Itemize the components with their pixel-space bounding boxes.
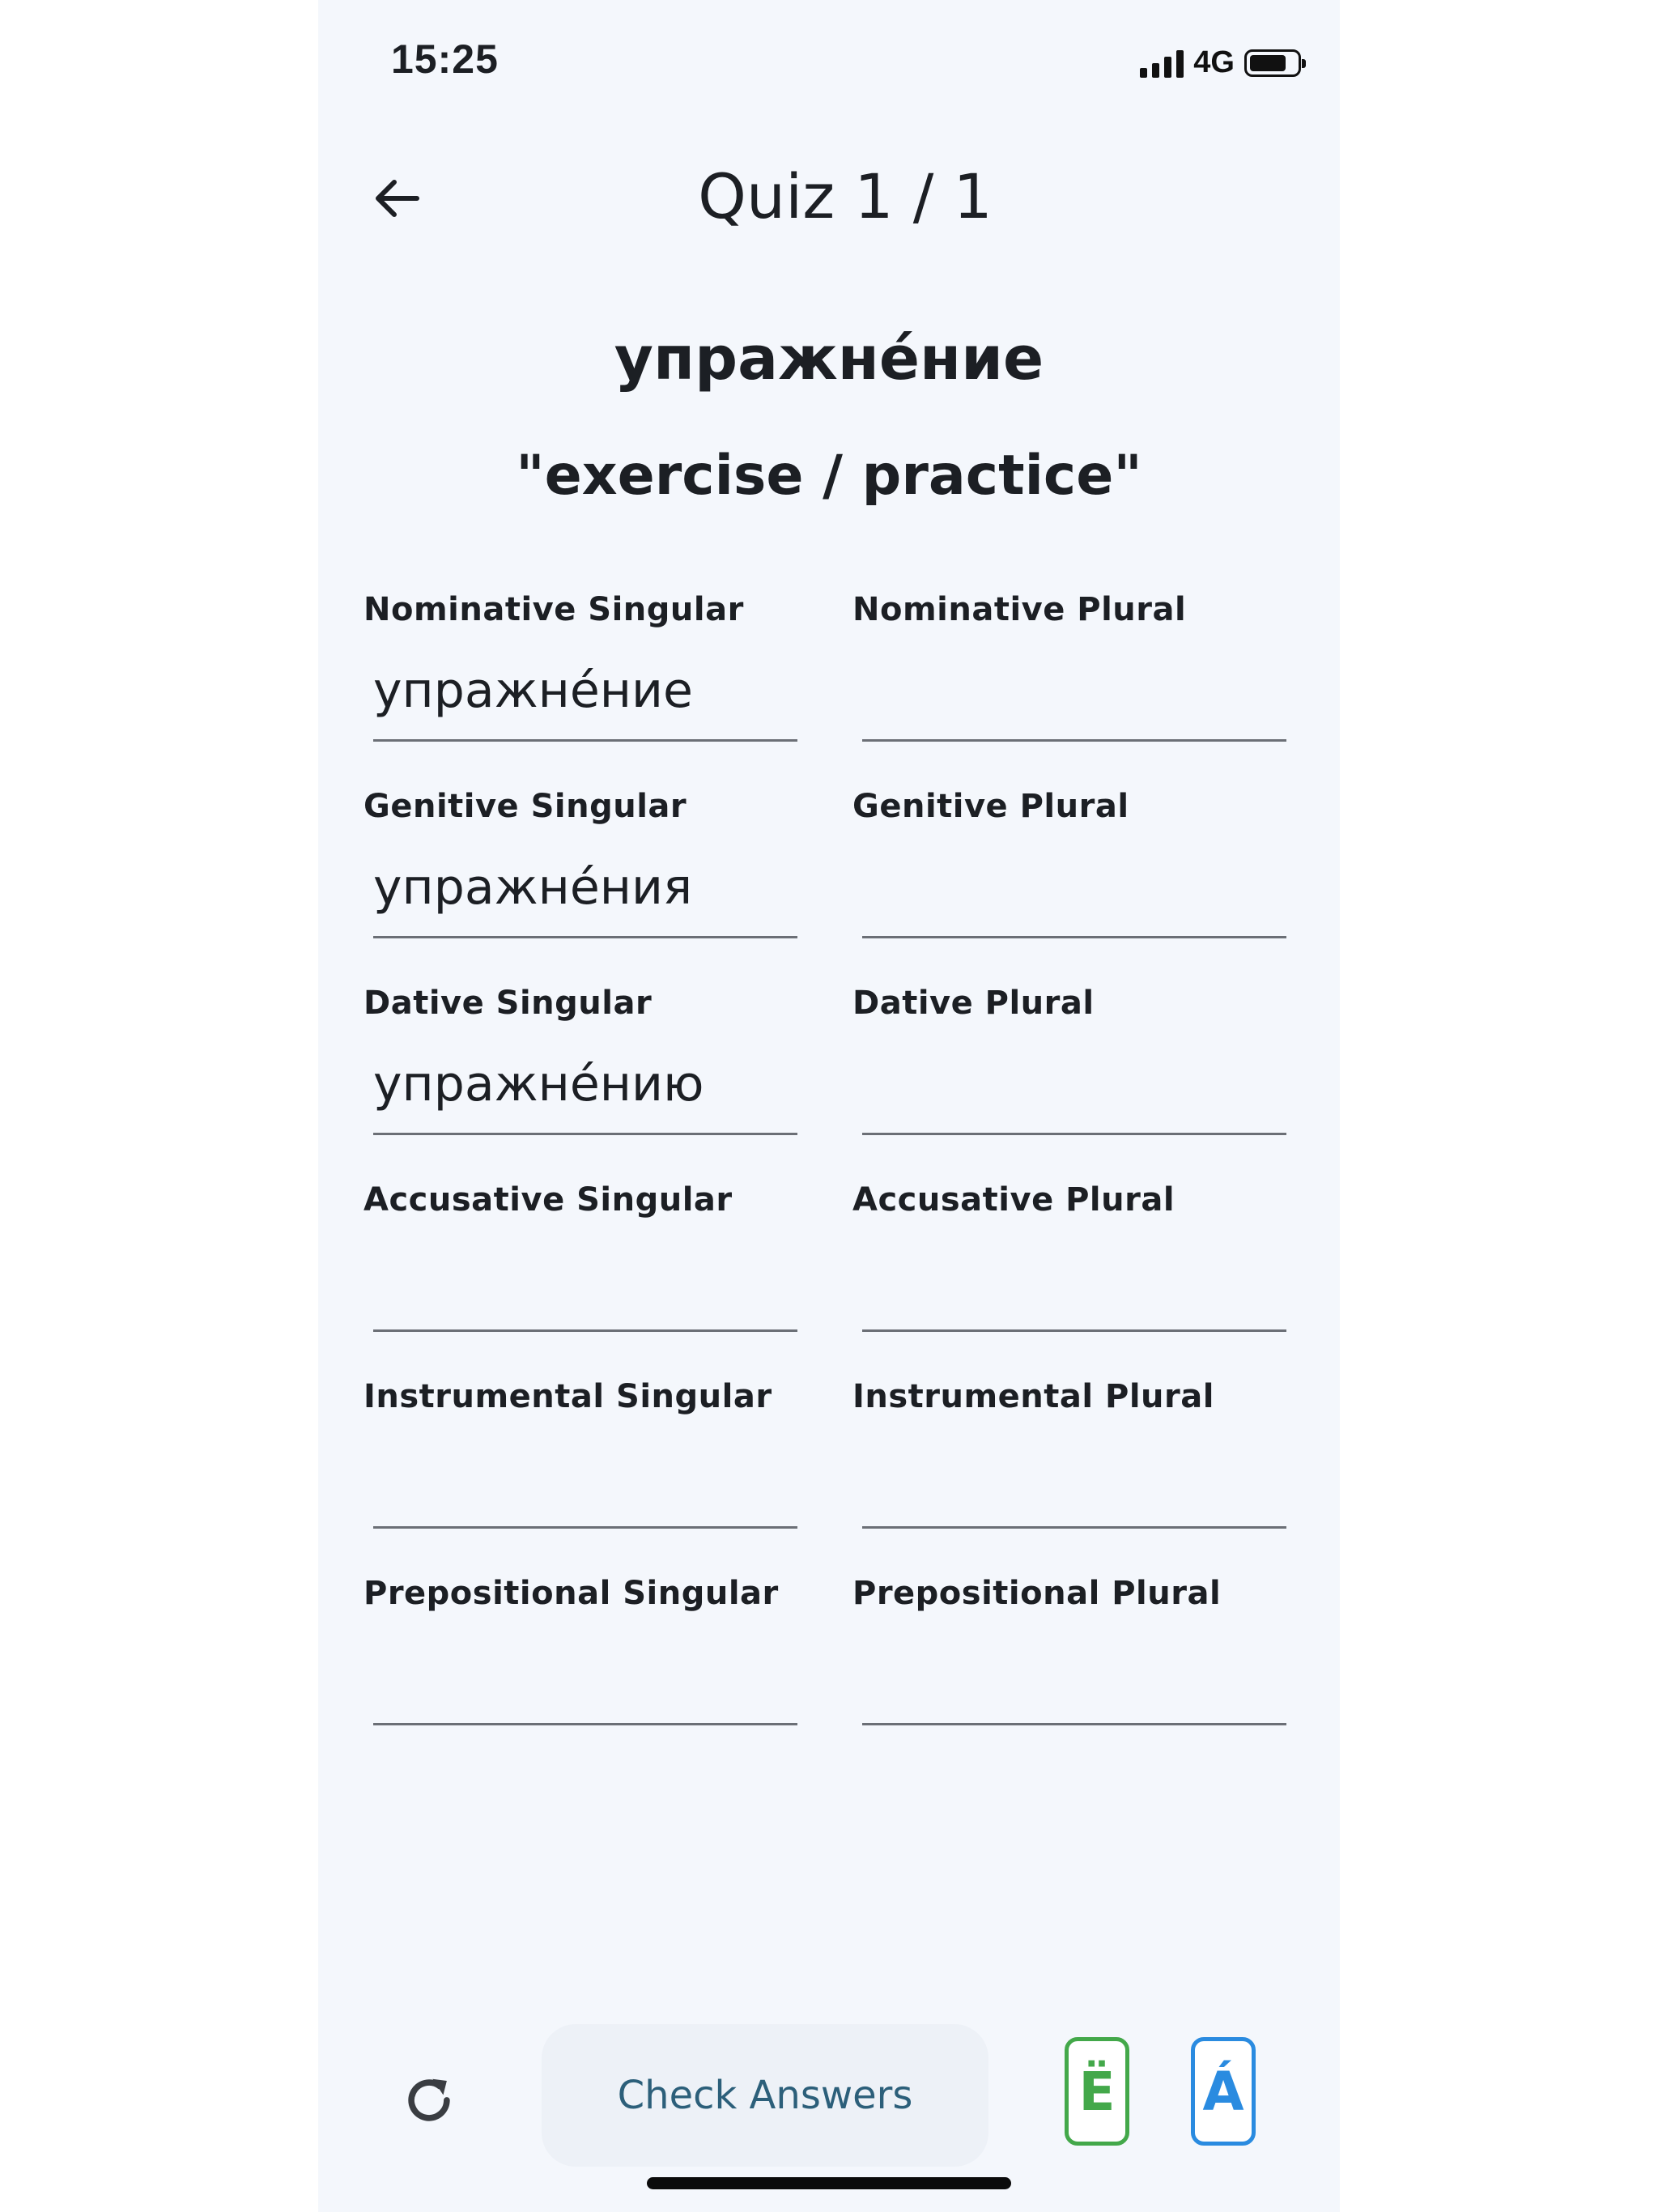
case-input[interactable]	[373, 1238, 797, 1332]
insert-accent-key[interactable]: Á	[1191, 2037, 1256, 2146]
case-label: Genitive Plural	[852, 788, 1129, 825]
status-time: 15:25	[391, 36, 499, 82]
case-label: Prepositional Plural	[852, 1575, 1222, 1612]
case-label: Dative Singular	[363, 985, 653, 1022]
case-label: Dative Plural	[852, 985, 1095, 1022]
case-label: Nominative Plural	[852, 591, 1187, 628]
case-field	[852, 591, 1288, 779]
app-screen	[318, 0, 1340, 2212]
status-icons	[1140, 45, 1301, 80]
case-field	[852, 1378, 1288, 1566]
case-field	[852, 985, 1288, 1172]
case-input-value: упражне́ния	[373, 859, 693, 916]
battery-level	[1250, 55, 1286, 71]
case-input[interactable]	[862, 1041, 1286, 1135]
case-field	[363, 788, 799, 976]
case-input[interactable]	[373, 1041, 797, 1135]
case-label: Instrumental Singular	[363, 1378, 772, 1415]
case-label: Instrumental Plural	[852, 1378, 1214, 1415]
case-input[interactable]	[862, 648, 1286, 742]
word-translation: "exercise / practice"	[516, 444, 1142, 508]
signal-strength-icon	[1140, 49, 1184, 78]
case-input[interactable]	[862, 1238, 1286, 1332]
case-field	[363, 1181, 799, 1369]
case-label: Prepositional Singular	[363, 1575, 779, 1612]
case-label: Accusative Plural	[852, 1181, 1175, 1219]
case-label: Accusative Singular	[363, 1181, 733, 1219]
network-type: 4G	[1193, 45, 1235, 79]
case-input[interactable]	[862, 844, 1286, 938]
reload-button[interactable]	[397, 2069, 461, 2132]
case-field	[363, 591, 799, 779]
page-title: Quiz 1 / 1	[698, 160, 993, 232]
case-field	[363, 985, 799, 1172]
reload-icon	[401, 2072, 457, 2129]
case-field	[852, 1181, 1288, 1369]
case-field	[852, 1575, 1288, 1763]
home-indicator[interactable]	[647, 2177, 1011, 2189]
battery-icon	[1244, 49, 1301, 77]
case-field	[363, 1575, 799, 1763]
case-input[interactable]	[373, 1435, 797, 1529]
case-input[interactable]	[862, 1631, 1286, 1725]
case-input[interactable]	[373, 648, 797, 742]
case-input-value: упражне́ние	[373, 662, 693, 719]
insert-yo-key[interactable]: Ё	[1065, 2037, 1129, 2146]
case-input[interactable]	[862, 1435, 1286, 1529]
case-input[interactable]	[373, 844, 797, 938]
quiz-word: упражне́ние	[614, 324, 1044, 393]
case-input[interactable]	[373, 1631, 797, 1725]
case-label: Genitive Singular	[363, 788, 687, 825]
case-label: Nominative Singular	[363, 591, 744, 628]
case-field	[852, 788, 1288, 976]
case-input-value: упражне́нию	[373, 1056, 704, 1112]
check-answers-button[interactable]: Check Answers	[542, 2024, 988, 2167]
case-field	[363, 1378, 799, 1566]
